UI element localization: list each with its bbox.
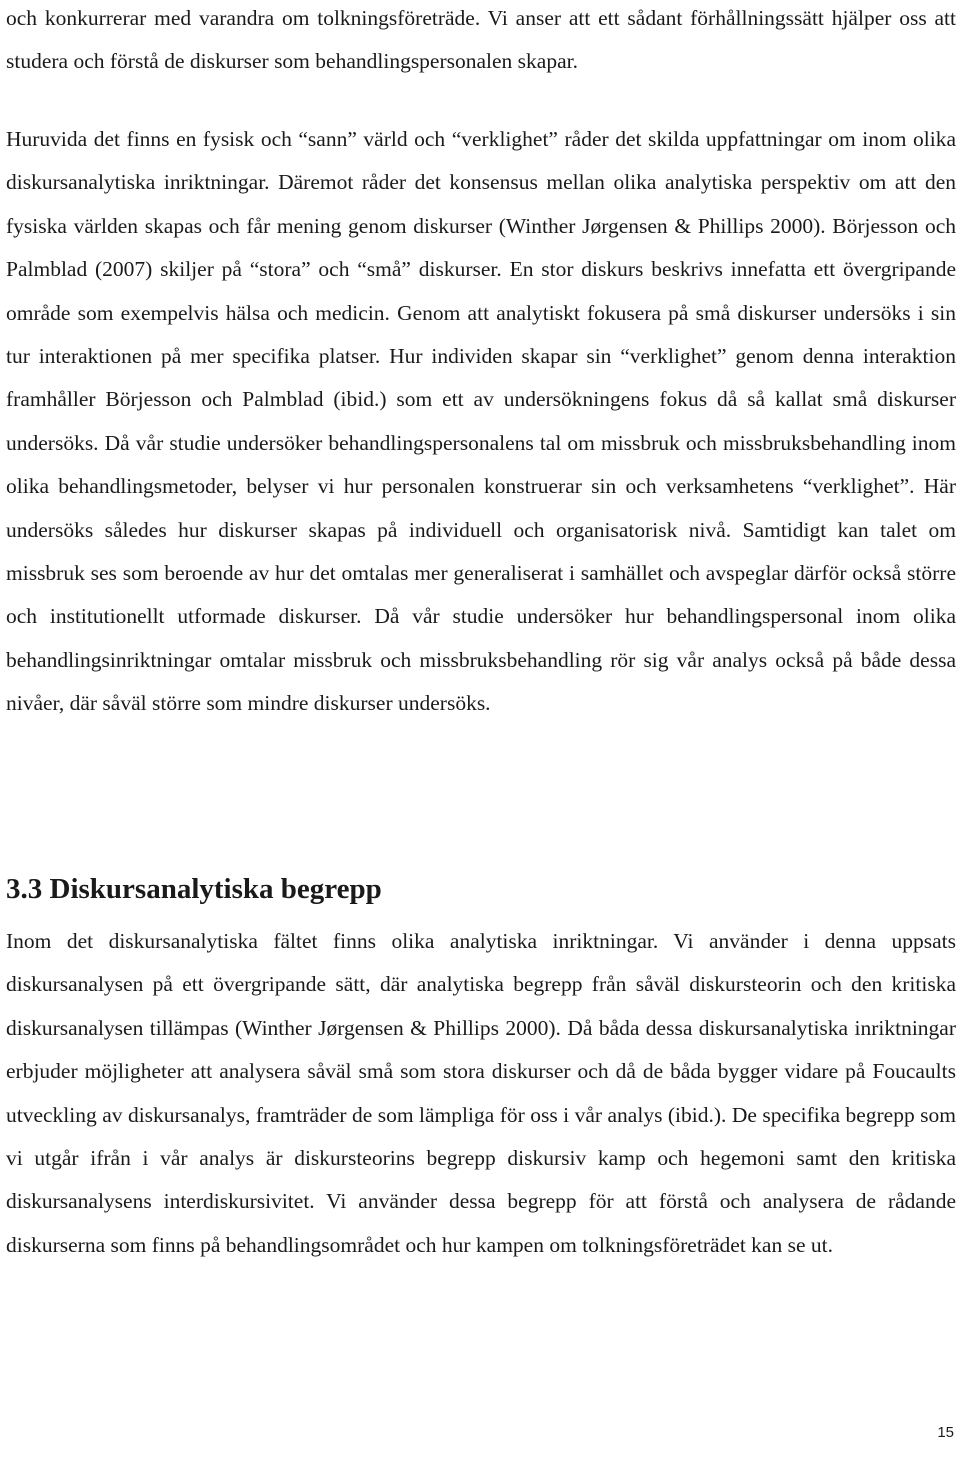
body-paragraph-3: Inom det diskursanalytiska fältet finns olika analytiska inriktningar. Vi använder i denna uppsats diskursanalysen på ett övergripande sätt, där analytiska begrepp från såväl diskursteorin och den kritiska diskursanalysen tillämpas (Winther Jørgensen & Phillips 2000). Då båda dessa diskursanalytiska inriktningar erbjuder möjligheter att analysera såväl små som stora diskurser och då de båda bygger vidare på Foucaults utveckling av diskursanalys, framträder de som lämpliga för oss i vår analys (ibid.). De specifika begrepp som vi utgår ifrån i vår analys är diskursteorins begrepp diskursiv kamp och hegemoni samt den kritiska diskursanalysens interdiskursivitet. Vi använder dessa begrepp för att förstå och analysera de rådande diskurserna som finns på behandlingsområdet och hur kampen om tolkningsföreträdet kan se ut. xyxy=(6,929,956,1257)
section-heading: 3.3 Diskursanalytiska begrepp xyxy=(6,873,382,905)
body-paragraph-2: Huruvida det finns en fysisk och “sann” värld och “verklighet” råder det skilda uppfattningar om inom olika diskursanalytiska inriktningar. Däremot råder det konsensus mellan olika analytiska perspektiv om att den fysiska världen skapas och får mening genom diskurser (Winther Jørgensen & Phillips 2000). Börjesson och Palmblad (2007) skiljer på “stora” och “små” diskurser. En stor diskurs beskrivs innefatta ett övergripande område som exempelvis hälsa och medicin. Genom att analytiskt fokusera på små diskurser undersöks i sin tur interaktionen på mer specifika platser. Hur individen skapar sin “verklighet” genom denna interaktion framhåller Börjesson och Palmblad (ibid.) som ett av undersökningens fokus då så kallat små diskurser undersöks. Då vår studie undersöker behandlingspersonalens tal om missbruk och missbruksbehandling inom olika behandlingsmetoder, belyser vi hur personalen konstruerar sin och verksamhetens “verklighet”. Här undersöks således hur diskurser skapas på individuell och organisatorisk nivå. Samtidigt kan talet om missbruk ses som beroende av hur det omtalas mer generaliserat i samhället och avspeglar därför också större och institutionellt utformade diskurser. Då vår studie undersöker hur behandlingspersonal inom olika behandlingsinriktningar omtalar missbruk och missbruksbehandling rör sig vår analys också på både dessa nivåer, där såväl större som mindre diskurser undersöks. xyxy=(6,127,956,716)
page-number: 15 xyxy=(937,1424,954,1441)
body-paragraph-1: och konkurrerar med varandra om tolkningsföreträde. Vi anser att ett sådant förhållningssätt hjälper oss att studera och förstå de diskurser som behandlingspersonalen skapar. xyxy=(6,6,956,74)
